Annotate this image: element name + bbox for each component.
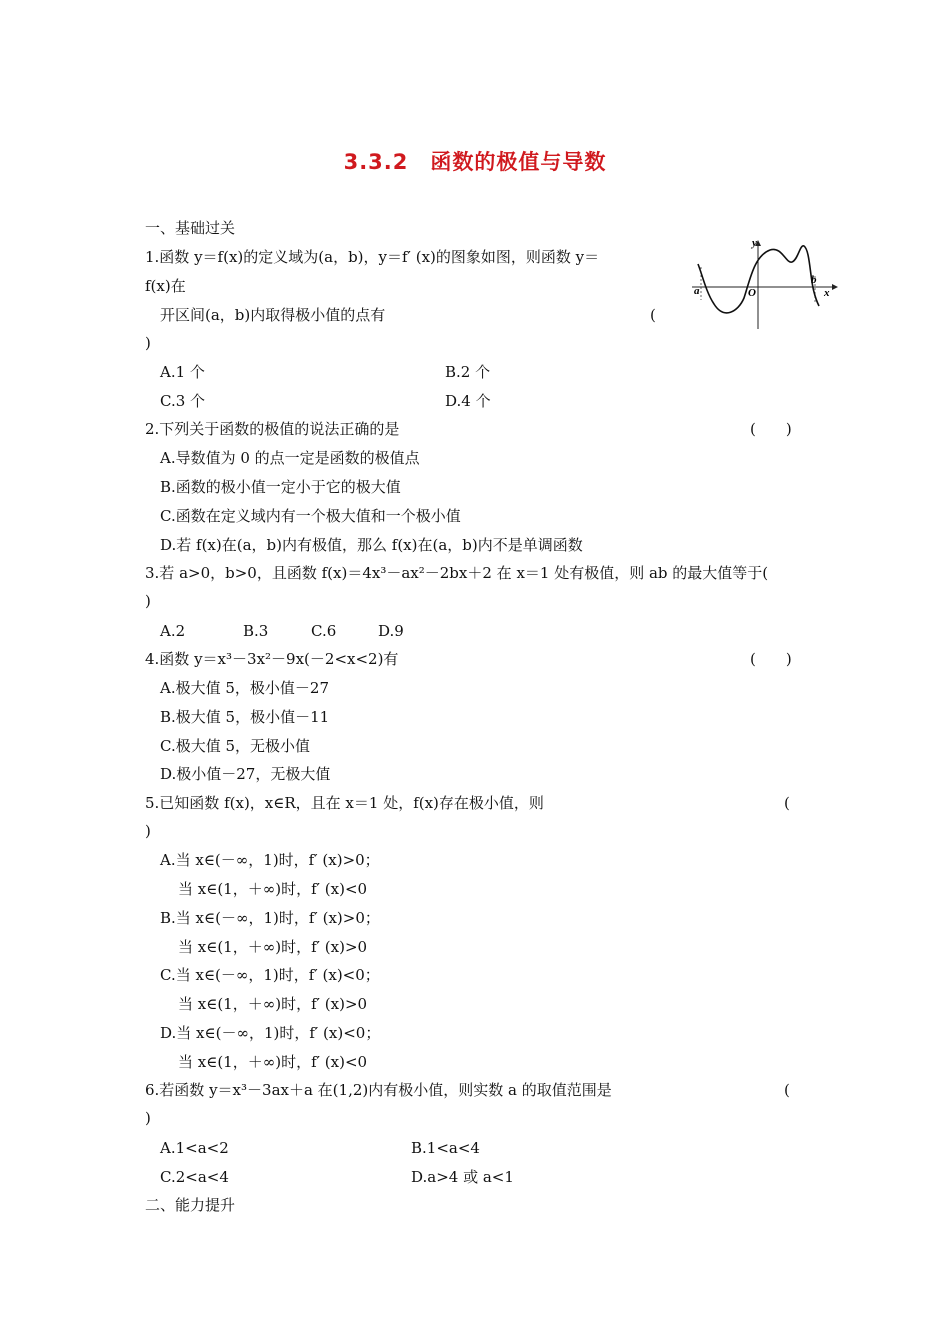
q4-option-a: A.极大值 5，极小值－27 bbox=[160, 679, 329, 697]
q6-answer-paren-close: ) bbox=[145, 1109, 151, 1127]
q3-option-d: D.9 bbox=[378, 622, 404, 640]
q6-option-d: D.a>4 或 a<1 bbox=[411, 1168, 514, 1186]
q5-stem: 5.已知函数 f(x)，x∈R，且在 x＝1 处，f(x)存在极小值，则 bbox=[145, 794, 544, 812]
q1-option-d: D.4 个 bbox=[445, 392, 491, 410]
q2-option-b: B.函数的极小值一定小于它的极大值 bbox=[160, 478, 401, 496]
section-heading-advanced: 二、能力提升 bbox=[145, 1196, 236, 1214]
q5-option-b-line1: B.当 x∈(－∞，1)时，f′ (x)>0； bbox=[160, 909, 380, 927]
q1-stem-line1: 1.函数 y＝f(x)的定义域为(a，b)，y＝f′ (x)的图象如图，则函数 y＝ bbox=[145, 248, 600, 266]
q1-stem-line2: f(x)在 bbox=[145, 277, 186, 295]
q4-option-b: B.极大值 5，极小值－11 bbox=[160, 708, 330, 726]
q3-option-b: B.3 bbox=[243, 622, 269, 640]
q6-option-c: C.2<a<4 bbox=[160, 1168, 229, 1186]
q1-option-c: C.3 个 bbox=[160, 392, 206, 410]
x-axis-arrow bbox=[832, 284, 838, 290]
q4-stem: 4.函数 y＝x³－3x²－9x(－2<x<2)有 bbox=[145, 650, 399, 668]
q6-answer-paren-open: ( bbox=[784, 1081, 790, 1099]
q2-option-d: D.若 f(x)在(a，b)内有极值，那么 f(x)在(a，b)内不是单调函数 bbox=[160, 536, 583, 554]
q6-option-b: B.1<a<4 bbox=[411, 1139, 480, 1157]
q4-answer-paren: ( ) bbox=[750, 650, 792, 668]
q1-option-b: B.2 个 bbox=[445, 363, 491, 381]
q1-option-a: A.1 个 bbox=[160, 363, 205, 381]
q5-option-b-line2: 当 x∈(1，＋∞)时，f′ (x)>0 bbox=[178, 938, 368, 956]
q3-stem: 3.若 a>0，b>0，且函数 f(x)＝4x³－ax²－2bx＋2 在 x＝1 处有极值，则 ab 的最大值等于( bbox=[145, 564, 769, 582]
q3-answer-paren-close: ) bbox=[145, 592, 151, 610]
q3-option-a: A.2 bbox=[160, 622, 186, 640]
q5-option-d-line1: D.当 x∈(－∞，1)时，f′ (x)<0； bbox=[160, 1024, 381, 1042]
q1-answer-paren-open: ( bbox=[650, 306, 656, 324]
q5-option-a-line1: A.当 x∈(－∞，1)时，f′ (x)>0； bbox=[160, 851, 380, 869]
q5-option-a-line2: 当 x∈(1，＋∞)时，f′ (x)<0 bbox=[178, 880, 368, 898]
page-title: 3.3.2 函数的极值与导数 bbox=[343, 150, 607, 174]
q1-stem-line3: 开区间(a，b)内取得极小值的点有 bbox=[160, 306, 386, 324]
derivative-graph bbox=[688, 232, 838, 332]
a-label: a bbox=[694, 285, 700, 297]
q6-option-a: A.1<a<2 bbox=[160, 1139, 229, 1157]
section-heading-basic: 一、基础过关 bbox=[145, 219, 236, 237]
q5-answer-paren-open: ( bbox=[784, 794, 790, 812]
q4-option-d: D.极小值－27，无极大值 bbox=[160, 765, 331, 783]
q1-answer-paren-close: ) bbox=[145, 334, 151, 352]
x-axis-label: x bbox=[824, 287, 830, 299]
y-axis-label: y bbox=[752, 237, 757, 249]
q6-stem: 6.若函数 y＝x³－3ax＋a 在(1,2)内有极小值，则实数 a 的取值范围是 bbox=[145, 1081, 612, 1099]
q5-answer-paren-close: ) bbox=[145, 822, 151, 840]
q4-option-c: C.极大值 5，无极小值 bbox=[160, 737, 311, 755]
b-label: b bbox=[811, 274, 817, 286]
q2-option-a: A.导数值为 0 的点一定是函数的极值点 bbox=[160, 449, 420, 467]
q2-option-c: C.函数在定义域内有一个极大值和一个极小值 bbox=[160, 507, 461, 525]
origin-label: O bbox=[748, 287, 756, 299]
q5-option-c-line2: 当 x∈(1，＋∞)时，f′ (x)>0 bbox=[178, 995, 368, 1013]
q3-option-c: C.6 bbox=[311, 622, 337, 640]
q5-option-c-line1: C.当 x∈(－∞，1)时，f′ (x)<0； bbox=[160, 966, 380, 984]
q2-stem: 2.下列关于函数的极值的说法正确的是 bbox=[145, 420, 400, 438]
q2-answer-paren: ( ) bbox=[750, 420, 792, 438]
q5-option-d-line2: 当 x∈(1，＋∞)时，f′ (x)<0 bbox=[178, 1053, 368, 1071]
